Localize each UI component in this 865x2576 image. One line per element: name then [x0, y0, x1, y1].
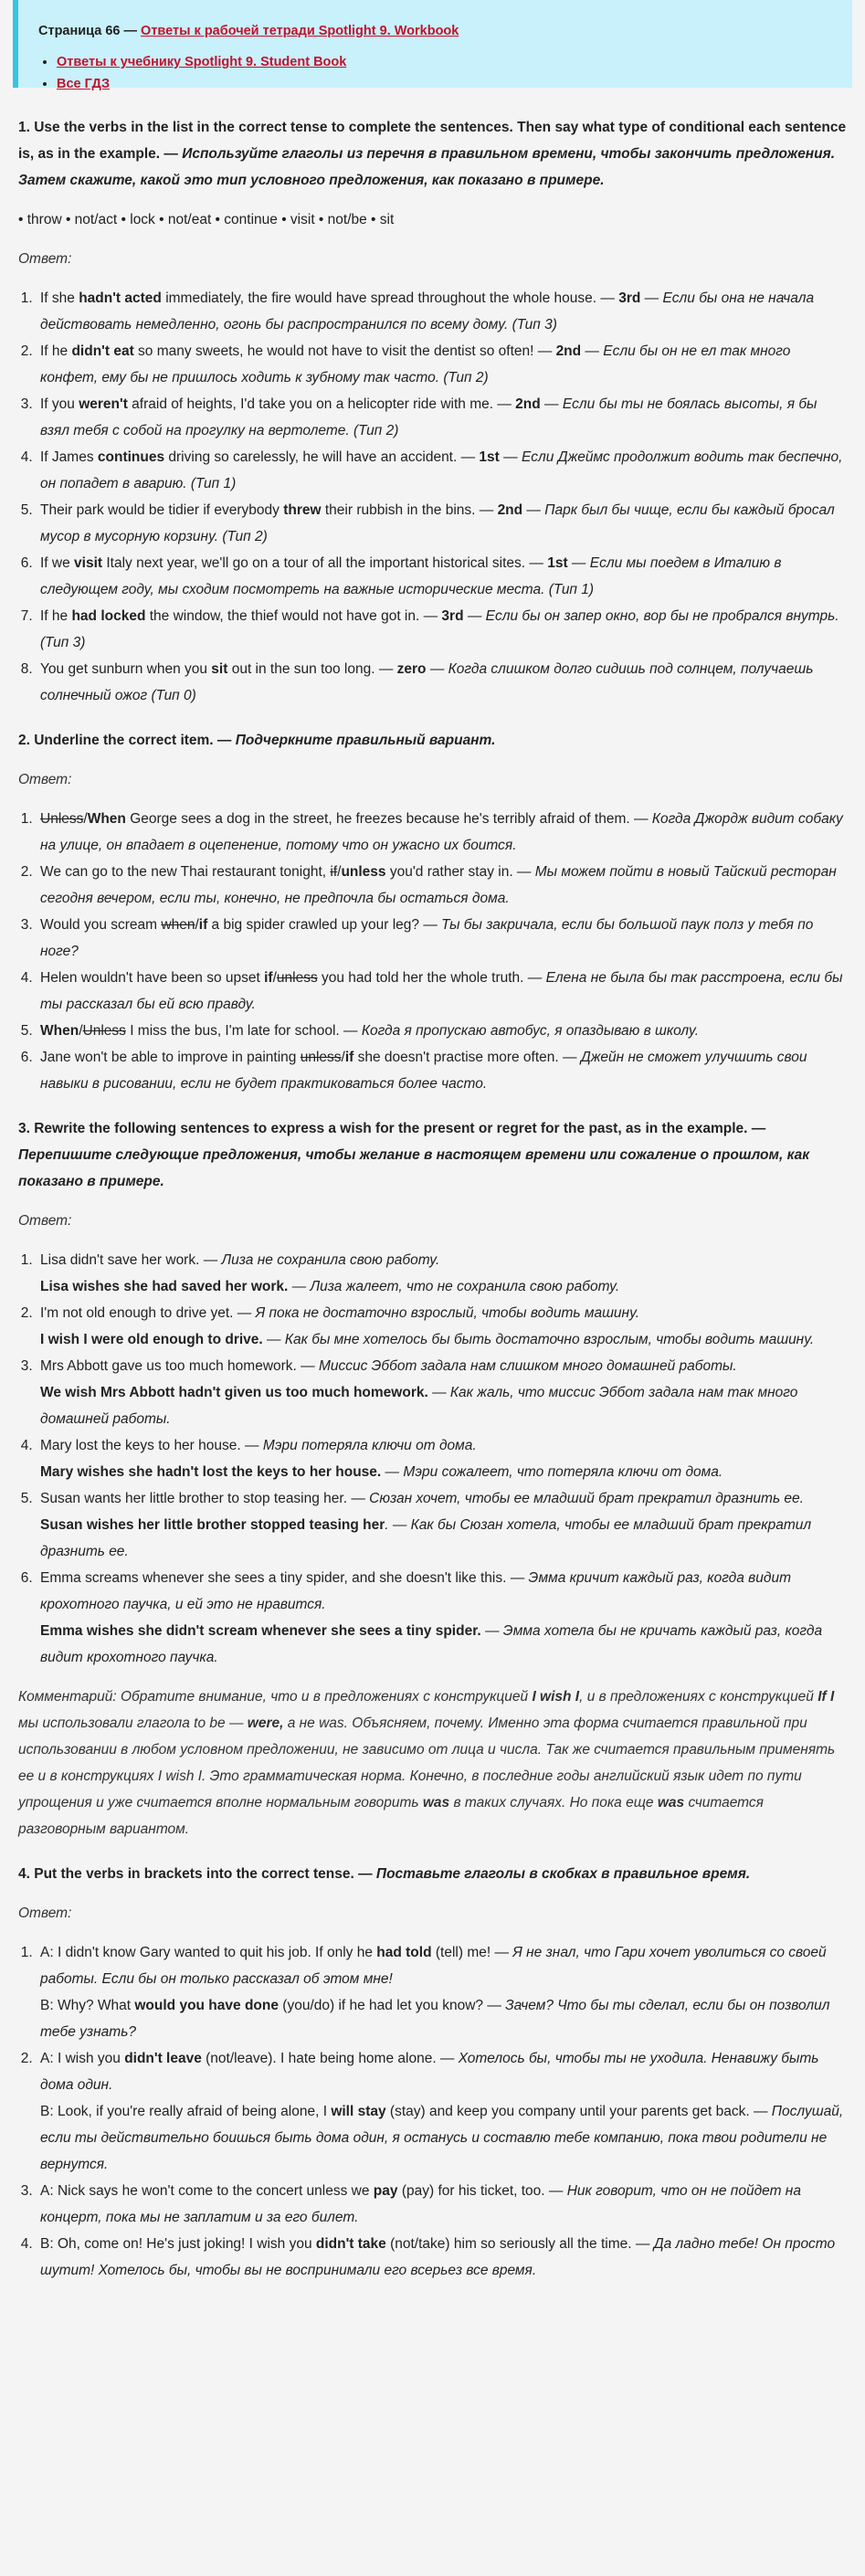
comment-emphasis: was [422, 1795, 450, 1811]
list-item [37, 656, 847, 709]
comment-emphasis: were, [247, 1716, 284, 1731]
answer-verb: didn't leave [124, 2051, 202, 2066]
correct-option: if [264, 970, 273, 986]
sentence-text: out in the sun too long. — [227, 661, 397, 677]
separator: / [341, 1050, 345, 1065]
list-item [37, 1565, 847, 1671]
sentence-text: If he [40, 343, 72, 359]
list-item [37, 1939, 847, 2045]
list-item [37, 806, 847, 859]
conditional-type: 3rd [618, 290, 641, 306]
answer-label: Ответ: [18, 251, 72, 267]
conditional-type: 1st [479, 449, 500, 465]
page-reference [38, 20, 834, 42]
translation: — Эмма хотела бы не кричать каждый раз, когда видит крохотного паучка. [40, 1623, 823, 1665]
sentence-text: their rubbish in the bins. — [321, 502, 498, 518]
answer-verb: hadn't acted [79, 290, 162, 306]
translation: Лиза не сохранила свою работу. [221, 1252, 440, 1268]
comment-emphasis: If I [818, 1689, 835, 1705]
sentence-text: she doesn't practise more often. — [353, 1050, 581, 1065]
answer-verb: visit [74, 555, 103, 571]
translation: Когда слишком долго сидишь под солнцем, получаешь солнечный ожог (Тип 0) [40, 661, 814, 703]
list-item [37, 1432, 847, 1485]
comment-text: считается разговорным вариантом. [18, 1795, 764, 1837]
exercise-4-title-ru: Поставьте глаголы в скобках в правильное время. [375, 1866, 751, 1882]
translation: Миссис Эббот задала нам слишком много домашней работы. [318, 1358, 737, 1374]
translation: Эмма кричит каждый раз, когда видит крохотного паучка, и ей это не нравится. [40, 1570, 791, 1612]
translation: Ник говорит, что он не пойдет на концерт, пока мы не заплатим и за его билет. [40, 2183, 801, 2225]
sentence-text: a big spider crawled up your leg? — [207, 917, 442, 933]
answer-verb: had told [376, 1945, 432, 1960]
conditional-type: zero [396, 661, 427, 677]
sentence-text: Italy next year, we'll go on a tour of all the important historical sites. — [102, 555, 548, 571]
rewritten-sentence: Mary wishes she hadn't lost the keys to her house. [40, 1464, 382, 1480]
answer-verb: will stay [331, 2104, 386, 2119]
sentence-text: George sees a dog in the street, he freezes because he's terribly afraid of them. — [125, 811, 652, 827]
dialogue-text: (you/do) if he had let you know? — [278, 1998, 506, 2013]
exercise-1-title-ru: Используйте глаголы из перечня в правильном времени, чтобы закончить предложения. Затем скажите, какой это тип условного предложения, как показано в примере. [18, 146, 836, 188]
answer-verb: had locked [71, 608, 146, 624]
sentence-text: immediately, the fire would have spread throughout the whole house. — [161, 290, 619, 306]
comment-text: мы использовали глагола to be — [18, 1716, 248, 1731]
separator: / [83, 811, 88, 827]
list-item [37, 1353, 847, 1432]
dialogue-text: A: I wish you [40, 2051, 125, 2066]
correct-option: if [198, 917, 208, 933]
dialogue-text: B: Look, if you're really afraid of being alone, I [40, 2104, 332, 2119]
conditional-type: 3rd [441, 608, 464, 624]
list-item [37, 391, 847, 444]
wrong-option: Unless [82, 1023, 126, 1039]
list-item [37, 912, 847, 965]
sentence-text: Jane won't be able to improve in painting [40, 1050, 301, 1065]
answer-label: Ответ: [18, 772, 72, 787]
answer-verb: didn't take [315, 2236, 386, 2252]
answer-verb: continues [97, 449, 165, 465]
exercise-4-title-en: 4. Put the verbs in brackets into the correct tense. — [18, 1866, 376, 1882]
sentence-text: Mary lost the keys to her house. — [40, 1438, 263, 1453]
article-content [13, 88, 852, 2284]
rewritten-sentence: Susan wishes her little brother stopped teasing her [40, 1517, 385, 1533]
list-item [37, 2045, 847, 2178]
translation: Мэри потеряла ключи от дома. [262, 1438, 477, 1453]
translation: Сюзан хочет, чтобы ее младший брат прекратил дразнить ее. [369, 1491, 804, 1506]
exercise-3-answers [18, 1247, 847, 1671]
correct-option: When [87, 811, 126, 827]
sentence-text: the window, the thief would not have got in. — [145, 608, 442, 624]
translation: Я пока не достаточно взрослый, чтобы водить машину. [255, 1305, 640, 1321]
list-item [37, 1247, 847, 1300]
list-item [37, 1018, 847, 1044]
exercise-3-title [18, 1115, 847, 1195]
sentence-text: Lisa didn't save her work. — [40, 1252, 222, 1268]
conditional-type: 1st [547, 555, 568, 571]
comment-text: , и в предложениях с конструкцией [579, 1689, 818, 1705]
translation: — Как жаль, что миссис Эббот задала нам так много домашней работы. [40, 1385, 798, 1427]
wrong-option: when [161, 917, 195, 933]
list-item [57, 51, 834, 73]
exercise-1-answers [18, 285, 847, 709]
sentence-text: We can go to the new Thai restaurant tonight, [40, 864, 331, 880]
translation: Если бы она не начала действовать немедленно, огонь бы распространился по всему дому. (Тип 3) [40, 290, 815, 333]
dialogue-text: (stay) and keep you company until your parents get back. — [385, 2104, 772, 2119]
translation: Ты бы закричала, если бы большой паук полз у тебя по ноге? [40, 917, 814, 959]
sentence-text: you'd rather stay in. — [385, 864, 535, 880]
list-item [37, 444, 847, 497]
sentence-text: so many sweets, he would not have to visit the dentist so often! — [133, 343, 556, 359]
sentence-text: Helen wouldn't have been so upset [40, 970, 265, 986]
sentence-text: Mrs Abbott gave us too much homework. — [40, 1358, 319, 1374]
translation: Елена не была бы так расстроена, если бы ты рассказал бы ей всю правду. [40, 970, 843, 1012]
answer-verb: threw [283, 502, 322, 518]
sentence-text: If James [40, 449, 98, 465]
wrong-option: if [330, 864, 338, 880]
translation: Когда я пропускаю автобус, я опаздываю в школу. [361, 1023, 700, 1039]
list-item [37, 285, 847, 338]
correct-option: unless [341, 864, 386, 880]
separator: — [463, 608, 486, 624]
exercise-2-answers [18, 806, 847, 1097]
exercise-3-title-en: 3. Rewrite the following sentences to express a wish for the present or regret for the past, as in the example. — [18, 1121, 766, 1136]
rewritten-sentence: I wish I were old enough to drive. [40, 1332, 263, 1347]
comment-text: Комментарий: Обратите внимание, что и в предложениях с конструкцией [18, 1689, 533, 1705]
translation: Если мы поедем в Италию в следующем году, мы сходим посмотреть на важные исторические места. (Тип 1) [40, 555, 782, 597]
list-item [37, 497, 847, 550]
answer-verb: weren't [79, 396, 128, 412]
correct-option: When [40, 1023, 79, 1039]
separator: / [79, 1023, 83, 1039]
sentence-text: driving so carelessly, he will have an accident. — [164, 449, 480, 465]
answer-label: Ответ: [18, 1906, 72, 1921]
dialogue-text: (tell) me! — [431, 1945, 513, 1960]
separator: — [522, 502, 545, 518]
comment-emphasis: was [657, 1795, 685, 1811]
sentence-text: Emma screams whenever she sees a tiny spider, and she doesn't like this. — [40, 1570, 529, 1586]
dialogue-text: A: I didn't know Gary wanted to quit his job. If only he [40, 1945, 377, 1960]
separator: — [640, 290, 663, 306]
translation: — Как бы мне хотелось бы быть достаточно взрослым, чтобы водить машину. [262, 1332, 815, 1347]
sentence-text: I miss the bus, I'm late for school. — [125, 1023, 362, 1039]
translation: — Лиза жалеет, что не сохранила свою работу. [288, 1279, 620, 1294]
dialogue-text: (pay) for his ticket, too. — [397, 2183, 567, 2199]
sentence-text: If we [40, 555, 75, 571]
separator: — [499, 449, 522, 465]
exercise-2-title-en: 2. Underline the correct item. — [18, 733, 236, 748]
list-item [37, 1044, 847, 1097]
student-book-answers-link[interactable]: Ответы к учебнику Spotlight 9. Student Book [57, 55, 347, 69]
page-prefix: Страница 66 — [38, 24, 142, 38]
separator: — [567, 555, 590, 571]
sentence-text: You get sunburn when you [40, 661, 212, 677]
comment-text: а не was. Объясняем, почему. Именно эта форма считается правильной при использовании в любом условном предложении, не зависимо от лица и числа. Так же считается правильным применять ее и в конструкциях I wish I. Это грамматическая норма. Конечно, в последние годы английский язык идет по пути упрощения и уже считается вполне нормальным говорить [18, 1716, 836, 1811]
wrong-option: unless [300, 1050, 342, 1065]
separator: / [272, 970, 277, 986]
dialogue-text: B: Oh, come on! He's just joking! I wish you [40, 2236, 316, 2252]
list-item [37, 2231, 847, 2284]
dialogue-text: A: Nick says he won't come to the concert unless we [40, 2183, 374, 2199]
grammar-comment [18, 1684, 847, 1842]
list-item [37, 1485, 847, 1565]
verb-list: • throw • not/act • lock • not/eat • continue • visit • not/be • sit [18, 212, 395, 227]
translation: Хотелось бы, чтобы ты не уходила. Ненавижу быть дома один. [40, 2051, 819, 2093]
translation: — Мэри сожалеет, что потеряла ключи от дома. [381, 1464, 723, 1480]
conditional-type: 2nd [555, 343, 582, 359]
sentence-text: I'm not old enough to drive yet. — [40, 1305, 256, 1321]
list-item [37, 1300, 847, 1353]
translation: Зачем? Что бы ты сделал, если бы он позволил тебе узнать? [40, 1998, 830, 2040]
exercise-4-title [18, 1861, 847, 1887]
exercise-2-title-ru: Подчеркните правильный вариант. [235, 733, 496, 748]
translation: Если бы он не ел так много конфет, ему бы не пришлось ходить к зубному так часто. (Тип 2) [40, 343, 791, 385]
list-item [37, 859, 847, 912]
comment-text: в таких случаях. Но пока еще [449, 1795, 658, 1811]
comment-emphasis: I wish I [532, 1689, 580, 1705]
list-item [37, 338, 847, 391]
workbook-answers-link[interactable]: Ответы к рабочей тетради Spotlight 9. Workbook [141, 24, 459, 38]
translation: Я не знал, что Гари хочет уволиться со своей работы. Если бы он только рассказал об этом мне! [40, 1945, 827, 1987]
sentence-text: Would you scream [40, 917, 162, 933]
list-item [37, 603, 847, 656]
separator: — [581, 343, 604, 359]
translation: Да ладно тебе! Он просто шутит! Хотелось бы, чтобы вы не воспринимали его всерьез все время. [40, 2236, 836, 2278]
translation: Послушай, если ты действительно боишься быть дома один, я останусь и составлю тебе компанию, пока твои родители не вернутся. [40, 2104, 844, 2172]
sentence-text: If she [40, 290, 79, 306]
translation: Парк был бы чище, если бы каждый бросал мусор в мусорную корзину. (Тип 2) [40, 502, 835, 544]
separator: / [195, 917, 199, 933]
answer-label: Ответ: [18, 1213, 72, 1229]
exercise-2-title [18, 727, 847, 754]
translation: Если бы он запер окно, вор бы не пробрался внутрь. (Тип 3) [40, 608, 839, 650]
separator: / [337, 864, 342, 880]
sentence-text: If he [40, 608, 72, 624]
separator: — [540, 396, 563, 412]
list-item [37, 2178, 847, 2231]
sentence-text: you had told her the whole truth. — [317, 970, 546, 986]
related-links-box [13, 0, 852, 91]
translation: Если бы ты не боялась высоты, я бы взял тебя с собой на прогулку на вертолете. (Тип 2) [40, 396, 818, 438]
dialogue-text: B: Why? What [40, 1998, 135, 2013]
dialogue-text: (not/leave). I hate being home alone. — [201, 2051, 459, 2066]
exercise-1-title-en: 1. Use the verbs in the list in the correct tense to complete the sentences. Then say what type of conditional each sentence is, as in the example. — [18, 120, 847, 162]
wrong-option: Unless [40, 811, 84, 827]
all-gdz-link[interactable]: Все ГДЗ [57, 77, 111, 91]
correct-option: if [344, 1050, 354, 1065]
sentence-text: afraid of heights, I'd take you on a helicopter ride with me. — [127, 396, 516, 412]
separator: — [426, 661, 448, 677]
translation: Джейн не сможет улучшить свои навыки в рисовании, если не будет практиковаться более часто. [40, 1050, 807, 1092]
rewritten-sentence: Emma wishes she didn't scream whenever she sees a tiny spider. [40, 1623, 481, 1639]
answer-verb: pay [373, 2183, 398, 2199]
answer-verb: would you have done [134, 1998, 279, 2013]
exercise-4-answers [18, 1939, 847, 2284]
wrong-option: unless [276, 970, 318, 986]
dialogue-text: (not/take) him so seriously all the time. — [385, 2236, 654, 2252]
list-item [37, 965, 847, 1018]
translation: Когда Джордж видит собаку на улице, он впадает в оцепенение, потому что он ужасно их боится. [40, 811, 843, 853]
translation: Если Джеймс продолжит водить так беспечно, он попадет в аварию. (Тип 1) [40, 449, 843, 491]
rewritten-sentence: We wish Mrs Abbott hadn't given us too much homework. [40, 1385, 428, 1400]
answer-verb: didn't eat [71, 343, 134, 359]
sentence-text: Their park would be tidier if everybody [40, 502, 284, 518]
rewritten-sentence: Lisa wishes she had saved her work. [40, 1279, 289, 1294]
sentence-text: Susan wants her little brother to stop teasing her. — [40, 1491, 370, 1506]
sentence-text: If you [40, 396, 79, 412]
exercise-3-title-ru: Перепишите следующие предложения, чтобы желание в настоящем времени или сожаление о прошлом, как показано в примере. [18, 1147, 810, 1189]
list-item [37, 550, 847, 603]
exercise-1-title [18, 114, 847, 194]
conditional-type: 2nd [497, 502, 523, 518]
conditional-type: 2nd [515, 396, 541, 412]
translation: . — Как бы Сюзан хотела, чтобы ее младший брат прекратил дразнить ее. [40, 1517, 812, 1559]
translation: Мы можем пойти в новый Тайский ресторан сегодня вечером, если ты, конечно, не предпочла бы остаться дома. [40, 864, 837, 906]
answer-verb: sit [211, 661, 228, 677]
